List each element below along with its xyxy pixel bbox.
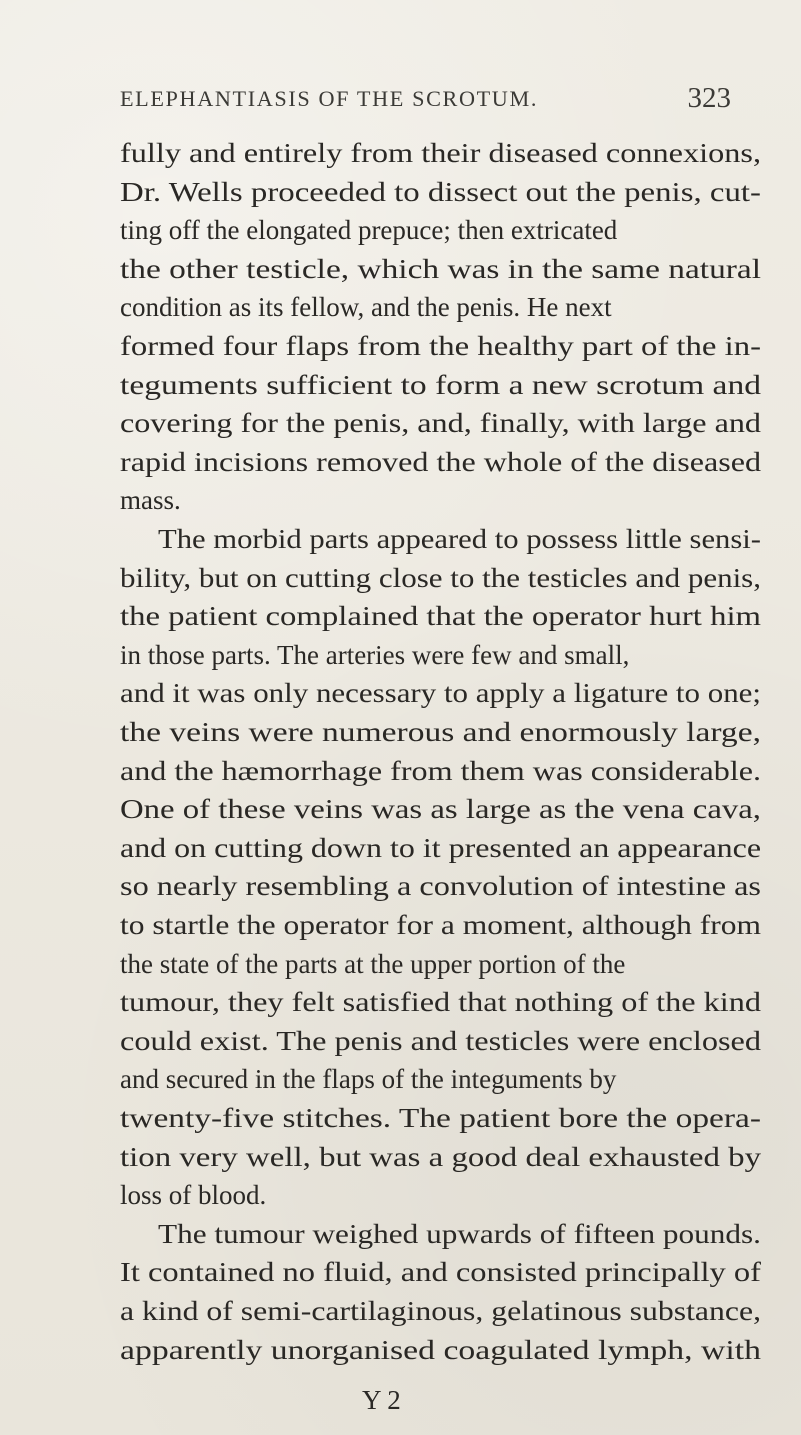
- text-line: [0, 287, 801, 327]
- text-line: [0, 1252, 801, 1292]
- text-line: [0, 210, 801, 250]
- text-line-content: so nearly resembling a convolution of intestine as: [120, 871, 761, 902]
- text-line: [0, 326, 801, 366]
- text-line-content: and secured in the flaps of the integuments by: [120, 1064, 617, 1095]
- text-line-content: loss of blood.: [120, 1180, 267, 1211]
- text-line: [0, 442, 801, 482]
- text-line: [0, 249, 801, 289]
- text-line: [0, 1137, 801, 1177]
- text-line-content: tumour, they felt satisfied that nothing of the kind: [120, 987, 761, 1018]
- text-line-content: and the hæmorrhage from them was considerable.: [120, 755, 762, 786]
- text-line: [0, 1021, 801, 1061]
- text-line-content: the patient complained that the operator hurt him: [120, 601, 762, 632]
- text-line: [0, 751, 801, 791]
- text-line: [0, 944, 801, 984]
- text-line-content: apparently unorganised coagulated lymph, with: [120, 1334, 761, 1365]
- text-line: [0, 1330, 801, 1370]
- text-line-content: twenty-five stitches. The patient bore the opera-: [120, 1103, 762, 1133]
- text-line-content: mass.: [120, 485, 181, 516]
- text-line-content: could exist. The penis and testicles were enclosed: [120, 1025, 761, 1056]
- text-line-content: One of these veins was as large as the vena cava,: [120, 794, 761, 825]
- text-line-content: teguments sufficient to form a new scrotum and: [120, 369, 761, 400]
- text-line-content: bility, but on cutting close to the testicles and penis,: [120, 562, 761, 593]
- text-line-content: the other testicle, which was in the same natural: [120, 253, 762, 284]
- text-line: [0, 558, 801, 598]
- body-text: [0, 133, 801, 1393]
- text-line-content: ting off the elongated prepuce; then extricated: [120, 215, 618, 246]
- text-line-content: in those parts. The arteries were few and small,: [120, 639, 630, 670]
- text-line: [0, 828, 801, 868]
- text-line: [0, 172, 801, 212]
- text-line: [0, 480, 801, 520]
- text-line: [0, 635, 801, 675]
- text-line: [0, 789, 801, 829]
- text-line-content: the veins were numerous and enormously large,: [120, 717, 761, 747]
- text-line-content: Dr. Wells proceeded to dissect out the penis, cut-: [120, 176, 761, 207]
- text-line: [0, 1059, 801, 1099]
- text-line: [0, 712, 801, 752]
- text-line-content: The tumour weighed upwards of fifteen pounds.: [158, 1218, 761, 1249]
- running-title: ELEPHANTIASIS OF THE SCROTUM.: [120, 86, 539, 111]
- running-head: [120, 82, 760, 122]
- text-line-content: covering for the penis, and, finally, with large and: [120, 408, 762, 439]
- text-line: [0, 365, 801, 405]
- text-line: [0, 982, 801, 1022]
- page-number: 323: [687, 82, 731, 114]
- text-line: [0, 1175, 801, 1215]
- text-line-content: fully and entirely from their diseased connexions,: [120, 138, 762, 168]
- text-line: [0, 1214, 801, 1254]
- text-line-content: rapid incisions removed the whole of the diseased: [120, 446, 762, 477]
- text-line-content: It contained no fluid, and consisted principally of: [120, 1257, 761, 1288]
- text-line-content: to startle the operator for a moment, although from: [120, 910, 761, 940]
- text-line-content: and on cutting down to it presented an appearance: [120, 832, 762, 863]
- text-line-content: The morbid parts appeared to possess little sensi-: [158, 524, 761, 554]
- text-line: [0, 673, 801, 713]
- text-line: [0, 403, 801, 443]
- text-line-content: a kind of semi-cartilaginous, gelatinous substance,: [120, 1296, 762, 1326]
- text-line-content: condition as its fellow, and the penis. He next: [120, 292, 612, 323]
- text-line-content: and it was only necessary to apply a ligature to one;: [120, 678, 762, 709]
- text-line: [0, 133, 801, 173]
- text-line: [0, 1291, 801, 1331]
- signature-mark: [0, 1385, 801, 1425]
- text-line: [0, 905, 801, 945]
- text-line: [0, 866, 801, 906]
- text-line: [0, 596, 801, 636]
- text-line: [0, 519, 801, 559]
- signature-mark-text: Y 2: [362, 1385, 401, 1415]
- text-line: [0, 1098, 801, 1138]
- text-line-content: tion very well, but was a good deal exhausted by: [120, 1141, 762, 1172]
- text-line-content: formed four flaps from the healthy part of the in-: [120, 331, 762, 361]
- text-line-content: the state of the parts at the upper portion of the: [120, 948, 626, 979]
